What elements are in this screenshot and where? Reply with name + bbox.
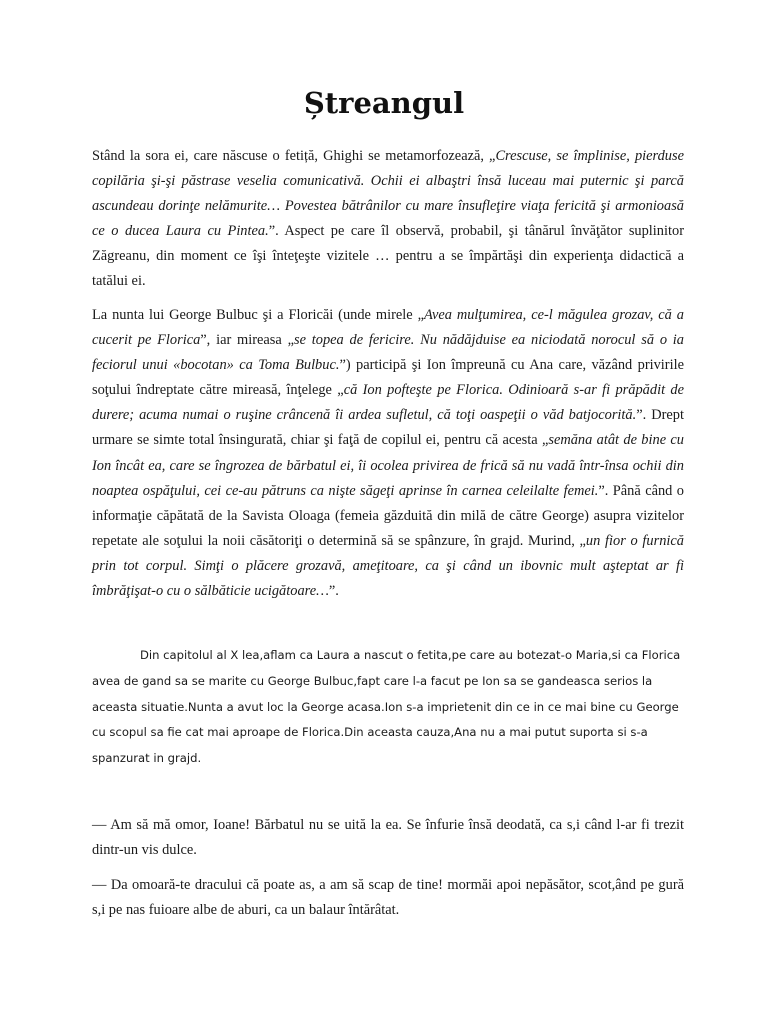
paragraph-2-text: La nunta lui George Bulbuc şi a Floricăi (unde mirele „ [92, 307, 424, 323]
dialogue-line-1: — Am să mă omor, Ioane! Bărbatul nu se uită la ea. Se înfurie însă deodată, ca s,i când l-ar fi trezit dintr-un vis dulce. [92, 817, 684, 859]
page-title: Ștreangul [303, 86, 465, 120]
paragraph-1-text-2: ”. Aspect pe care îl observă, probabil, şi tânărul învăţător suplinitor Zăgreanu, din moment ce îşi înteţeşte vizitele … pentru a se împărtăşi din experienţa didactică a tatălui ei. [92, 223, 684, 290]
paragraph-2-quote-5: un fior o furnică prin tot corpul. Simţi o plăcere grozavă, ameţitoare, ca şi când un ibovnic mult aşteptat ar fi îmbrăţişat-o cu o sălbăticie ucigătoare… [92, 532, 685, 600]
paragraph-1-text: Stând la sora ei, care născuse o fetiță, Ghighi se metamorfozează, „ [92, 148, 496, 164]
paragraph-2-quote-2: se topea de fericire. Nu nădăjduise ea niciodată norocul să o ia feciorul unui «bocotan» ca Toma Bulbuc. [92, 332, 684, 374]
paragraph-2 [92, 303, 684, 604]
paragraph-2-quote-3: că Ion pofteşte pe Florica. Odinioară s-ar fi prăpădit de durere; acuma numai o ruşine crâncenă îi ardea sufletul, că toţi oaspeţii o văd batjocorită. [92, 382, 684, 424]
paragraph-2-quote: Avea mulţumirea, ce-l măgulea grozav, că a cucerit pe Florica [92, 307, 684, 349]
paragraph-2-text-6: ”. [328, 583, 339, 600]
paragraph-2-text-3: ”) participă şi Ion împreună cu Ana care, văzând privirile soţului îndreptate către mireasă, înţelege „ [92, 357, 684, 399]
dialogue-line-2: — Da omoară-te dracului că poate as, a am să scap de tine! mormăi apoi nepăsător, scot,ând pe gură s,i pe nas fuioare albe de aburi, ca un balaur întărâtat. [92, 877, 684, 919]
paragraph-1-quote: Crescuse, se împlinise, pierduse copilăria şi-şi păstrase veselia comunicativă. Ochii ei albaştri însă luceau mai puternic şi parcă ascundeau dorinţe nelămurite… Povestea bătrânilor cu mare însufleţire viaţa fericită şi armonioasă ce o ducea Laura cu Pintea. [92, 148, 684, 240]
paragraph-2-text-2: ”, iar mireasa „ [200, 332, 294, 349]
paragraph-3: Din capitolul al X lea,aflam ca Laura a nascut o fetita,pe care au botezat-o Maria,si ca Florica avea de gand sa se marite cu George Bulbuc,fapt care l-a facut pe Ion sa se gandeasca serios la aceasta situatie.Nunta a avut loc la George acasa.Ion s-a imprietenit din ce in ce mai bine cu George cu scopul sa fie cat mai aproape de Florica.Din aceasta cauza,Ana nu a mai putut suporta si s-a spanzurat in grajd. [92, 648, 681, 766]
paragraph-1 [92, 144, 684, 295]
paragraph-2-quote-4: semăna atât de bine cu Ion încât ea, care se îngrozea de bărbatul ei, îi ocolea privirea de frică să nu vadă într-însa ochii din noaptea ospăţului, cei ce-au pătruns ca nişte săgeţi aprinse în carnea celeilalte femei. [92, 432, 685, 499]
paragraph-2-text-5: ”. Până când o informaţie căpătată de la Savista Oloaga (femeia găzduită din milă de către George) asupra vizitelor repetate ale soţului la noii căsătoriţi o determină să se spânzure, în grajd. Murind, „ [92, 482, 684, 549]
paragraph-2-text-4: ”. Drept urmare se simte total însingurată, chiar şi faţă de copilul ei, pentru că acesta „ [92, 407, 684, 449]
